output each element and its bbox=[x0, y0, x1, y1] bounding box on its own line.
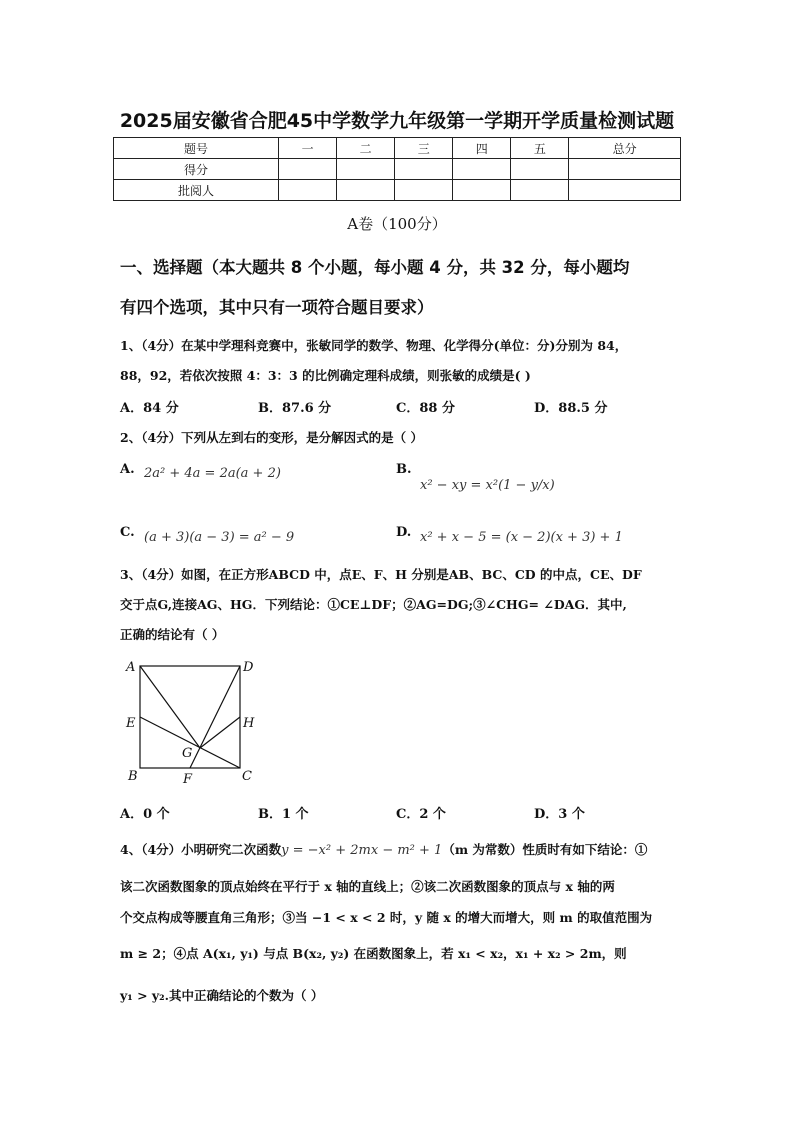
q1-option-a: A．84 分 bbox=[120, 401, 179, 416]
q3-stem-cont2: 正确的结论有（ ） bbox=[120, 627, 225, 642]
q1-stem: 1、（4分）在某中学理科竞赛中，张敏同学的数学、物理、化学得分(单位：分)分别为 84， bbox=[120, 338, 628, 353]
q2-option-d-label: D. bbox=[396, 525, 412, 540]
q4-stem-line3: 个交点构成等腰直角三角形；③当 −1 < x < 2 时，y 随 x 的增大而增大，则 m 的取值范围为 bbox=[120, 910, 653, 925]
label-d: D bbox=[243, 660, 254, 675]
q3-option-c: C．2 个 bbox=[396, 807, 446, 822]
table-cell bbox=[395, 180, 453, 201]
q3-option-a: A．0 个 bbox=[120, 807, 170, 822]
table-cell: 总分 bbox=[569, 138, 681, 159]
q4-function: y = −x² + 2mx − m² + 1 bbox=[281, 843, 443, 858]
q4-stem-b: （m 为常数）性质时有如下结论：① bbox=[442, 842, 648, 857]
table-cell bbox=[569, 180, 681, 201]
label-h: H bbox=[243, 716, 255, 731]
q4-stem-a: 4、（4分）小明研究二次函数 bbox=[120, 842, 282, 857]
label-e: E bbox=[126, 716, 136, 731]
q4-stem bbox=[120, 840, 647, 858]
label-a: A bbox=[126, 660, 136, 675]
q3-option-d: D．3 个 bbox=[534, 807, 585, 822]
table-cell bbox=[337, 180, 395, 201]
table-cell bbox=[395, 159, 453, 180]
table-cell: 批阅人 bbox=[114, 180, 279, 201]
volume-heading: A卷（100分） bbox=[347, 215, 447, 233]
table-cell: 得分 bbox=[114, 159, 279, 180]
q2-option-d-expr: x² + x − 5 = (x − 2)(x + 3) + 1 bbox=[420, 530, 623, 545]
q2-option-c-expr: (a + 3)(a − 3) = a² − 9 bbox=[144, 530, 295, 545]
q2-option-a-expr: 2a² + 4a = 2a(a + 2) bbox=[144, 466, 281, 481]
table-cell: 二 bbox=[337, 138, 395, 159]
table-cell: 一 bbox=[279, 138, 337, 159]
q2-option-c-label: C. bbox=[120, 525, 135, 540]
table-cell bbox=[279, 180, 337, 201]
page-title: 2025届安徽省合肥45中学数学九年级第一学期开学质量检测试题 bbox=[119, 110, 675, 132]
square-figure bbox=[120, 655, 260, 790]
q4-stem-line2: 该二次函数图象的顶点始终在平行于 x 轴的直线上；②该二次函数图象的顶点与 x 轴的两 bbox=[120, 879, 615, 894]
q2-option-b-expr: x² − xy = x²(1 − y/x) bbox=[420, 478, 555, 493]
table-cell bbox=[279, 159, 337, 180]
section-heading-cont: 有四个选项，其中只有一项符合题目要求） bbox=[120, 298, 434, 317]
q2-option-b-label: B. bbox=[396, 462, 412, 477]
q3-stem-cont: 交于点G,连接AG、HG．下列结论：①CE⊥DF；②AG=DG;③∠CHG= ∠DAG．其中, bbox=[120, 597, 627, 612]
label-c: C bbox=[242, 769, 252, 784]
section-heading: 一、选择题（本大题共 8 个小题，每小题 4 分，共 32 分，每小题均 bbox=[120, 258, 630, 277]
q4-stem-line5: y₁ > y₂.其中正确结论的个数为（ ） bbox=[120, 988, 324, 1003]
table-cell: 题号 bbox=[114, 138, 279, 159]
table-cell: 三 bbox=[395, 138, 453, 159]
q2-stem: 2、（4分）下列从左到右的变形，是分解因式的是（ ） bbox=[120, 430, 423, 445]
label-g: G bbox=[182, 746, 193, 761]
table-cell bbox=[511, 180, 569, 201]
q3-stem: 3、（4分）如图，在正方形ABCD 中，点E、F、H 分别是AB、BC、CD 的中点，CE、DF bbox=[120, 567, 642, 582]
label-f: F bbox=[183, 772, 193, 787]
table-cell bbox=[453, 159, 511, 180]
q3-option-b: B．1 个 bbox=[258, 807, 309, 822]
table-cell bbox=[453, 180, 511, 201]
q1-stem-cont: 88，92，若依次按照 4：3：3 的比例确定理科成绩，则张敏的成绩是( ) bbox=[120, 368, 531, 383]
score-table bbox=[113, 137, 681, 201]
table-cell bbox=[569, 159, 681, 180]
q1-option-c: C．88 分 bbox=[396, 401, 455, 416]
table-row bbox=[114, 180, 681, 201]
q1-option-d: D．88.5 分 bbox=[534, 401, 608, 416]
table-cell: 五 bbox=[511, 138, 569, 159]
q2-option-a-label: A. bbox=[120, 462, 135, 477]
q1-option-b: B．87.6 分 bbox=[258, 401, 332, 416]
table-row bbox=[114, 138, 681, 159]
table-cell bbox=[337, 159, 395, 180]
q4-stem-line4: m ≥ 2；④点 A(x₁, y₁) 与点 B(x₂, y₂) 在函数图象上，若 x₁ < x₂，x₁ + x₂ > 2m，则 bbox=[120, 946, 627, 961]
table-row bbox=[114, 159, 681, 180]
table-cell bbox=[511, 159, 569, 180]
label-b: B bbox=[128, 769, 138, 784]
table-cell: 四 bbox=[453, 138, 511, 159]
